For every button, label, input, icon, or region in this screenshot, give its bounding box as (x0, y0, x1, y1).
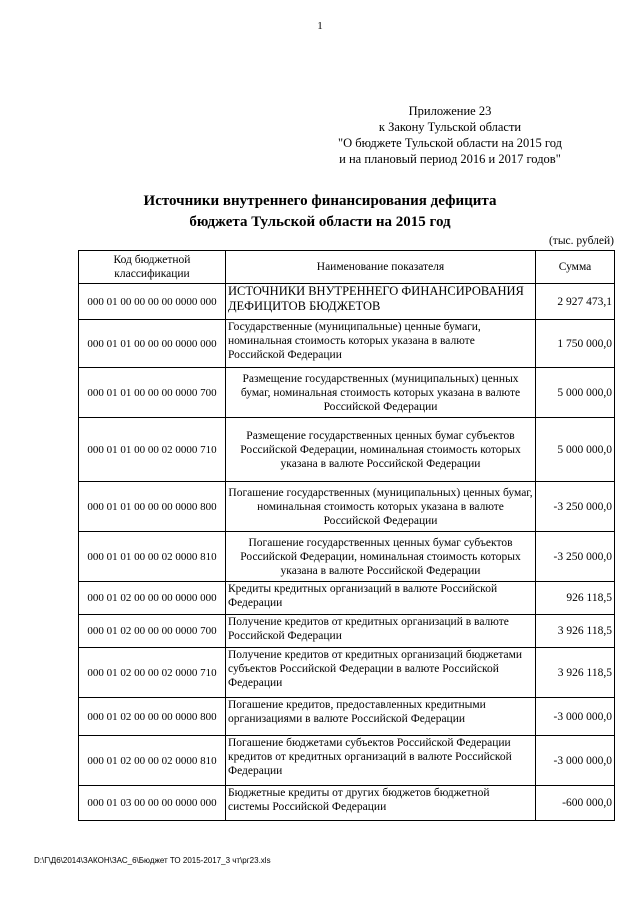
row-code: 000 01 00 00 00 00 0000 000 (79, 284, 226, 320)
row-code: 000 01 02 00 00 00 0000 700 (79, 615, 226, 648)
appendix-header (330, 103, 570, 167)
units-label: (тыс. рублей) (548, 235, 614, 247)
row-name: Получение кредитов от кредитных организаций бюджетами субъектов Российской Федерации в валюте Российской Федерации (226, 648, 536, 698)
row-name: Размещение государственных ценных бумаг субъектов Российской Федерации, номинальная стоимость которых указана в валюте Российской Федерации (226, 418, 536, 482)
row-code: 000 01 02 00 00 02 0000 710 (79, 648, 226, 698)
row-code: 000 01 01 00 00 00 0000 000 (79, 320, 226, 368)
table-row (79, 615, 615, 648)
row-code: 000 01 02 00 00 00 0000 000 (79, 582, 226, 615)
table-row (79, 648, 615, 698)
row-code: 000 01 01 00 00 00 0000 800 (79, 482, 226, 532)
row-sum: -3 250 000,0 (536, 482, 615, 532)
row-sum: 2 927 473,1 (536, 284, 615, 320)
table-row (79, 786, 615, 821)
row-sum: 1 750 000,0 (536, 320, 615, 368)
row-code: 000 01 01 00 00 02 0000 810 (79, 532, 226, 582)
row-name: Погашение кредитов, предоставленных кредитными организациями в валюте Российской Федерации (226, 698, 536, 736)
row-name: Погашение государственных (муниципальных) ценных бумаг, номинальная стоимость которых указана в валюте Российской Федерации (226, 482, 536, 532)
row-code: 000 01 01 00 00 00 0000 700 (79, 368, 226, 418)
table-row (79, 284, 615, 320)
row-name: Кредиты кредитных организаций в валюте Российской Федерации (226, 582, 536, 615)
table-row (79, 736, 615, 786)
row-sum: -3 250 000,0 (536, 532, 615, 582)
title-line: бюджета Тульской области на 2015 год (189, 214, 451, 230)
appendix-line: к Закону Тульской области (378, 120, 522, 134)
appendix-line: Приложение 23 (408, 104, 492, 118)
table-row (79, 368, 615, 418)
row-name: Государственные (муниципальные) ценные бумаги, номинальная стоимость которых указана в валюте Российской Федерации (226, 320, 536, 368)
row-code: 000 01 01 00 00 02 0000 710 (79, 418, 226, 482)
row-sum: 3 926 118,5 (536, 615, 615, 648)
appendix-line: и на плановый период 2016 и 2017 годов" (339, 152, 561, 166)
row-code: 000 01 02 00 00 02 0000 810 (79, 736, 226, 786)
row-code: 000 01 02 00 00 00 0000 800 (79, 698, 226, 736)
row-name: Погашение бюджетами субъектов Российской Федерации кредитов от кредитных организаций в валюте Российской Федерации (226, 736, 536, 786)
financing-sources-table (78, 250, 615, 821)
header-sum: Сумма (536, 251, 615, 284)
row-sum: 3 926 118,5 (536, 648, 615, 698)
table-row (79, 698, 615, 736)
row-sum: -3 000 000,0 (536, 698, 615, 736)
row-sum: 926 118,5 (536, 582, 615, 615)
table-row (79, 418, 615, 482)
file-path-footer: D:\Г\Д6\2014\ЗАКОН\ЗАС_6\Бюджет ТО 2015-2017_3 чт\рг23.xls (34, 856, 271, 865)
header-name: Наименование показателя (226, 251, 536, 284)
table-row (79, 532, 615, 582)
title-line: Источники внутреннего финансирования дефицита (143, 193, 497, 209)
row-sum: -600 000,0 (536, 786, 615, 821)
row-code: 000 01 03 00 00 00 0000 000 (79, 786, 226, 821)
document-title (90, 191, 550, 233)
table-row (79, 582, 615, 615)
row-name: Размещение государственных (муниципальных) ценных бумаг, номинальная стоимость которых указана в валюте Российской Федерации (226, 368, 536, 418)
appendix-line: "О бюджете Тульской области на 2015 год (338, 136, 562, 150)
table-row (79, 482, 615, 532)
row-name: Погашение государственных ценных бумаг субъектов Российской Федерации, номинальная стоимость которых указана в валюте Российской Федерации (226, 532, 536, 582)
table-header-row (79, 251, 615, 284)
row-name: Получение кредитов от кредитных организаций в валюте Российской Федерации (226, 615, 536, 648)
row-sum: 5 000 000,0 (536, 368, 615, 418)
table-row (79, 320, 615, 368)
row-sum: -3 000 000,0 (536, 736, 615, 786)
row-name: ИСТОЧНИКИ ВНУТРЕННЕГО ФИНАНСИРОВАНИЯ ДЕФИЦИТОВ БЮДЖЕТОВ (226, 284, 536, 320)
page-number: 1 (317, 20, 323, 32)
header-code: Код бюджетной классификации (79, 251, 226, 284)
row-name: Бюджетные кредиты от других бюджетов бюджетной системы Российской Федерации (226, 786, 536, 821)
row-sum: 5 000 000,0 (536, 418, 615, 482)
